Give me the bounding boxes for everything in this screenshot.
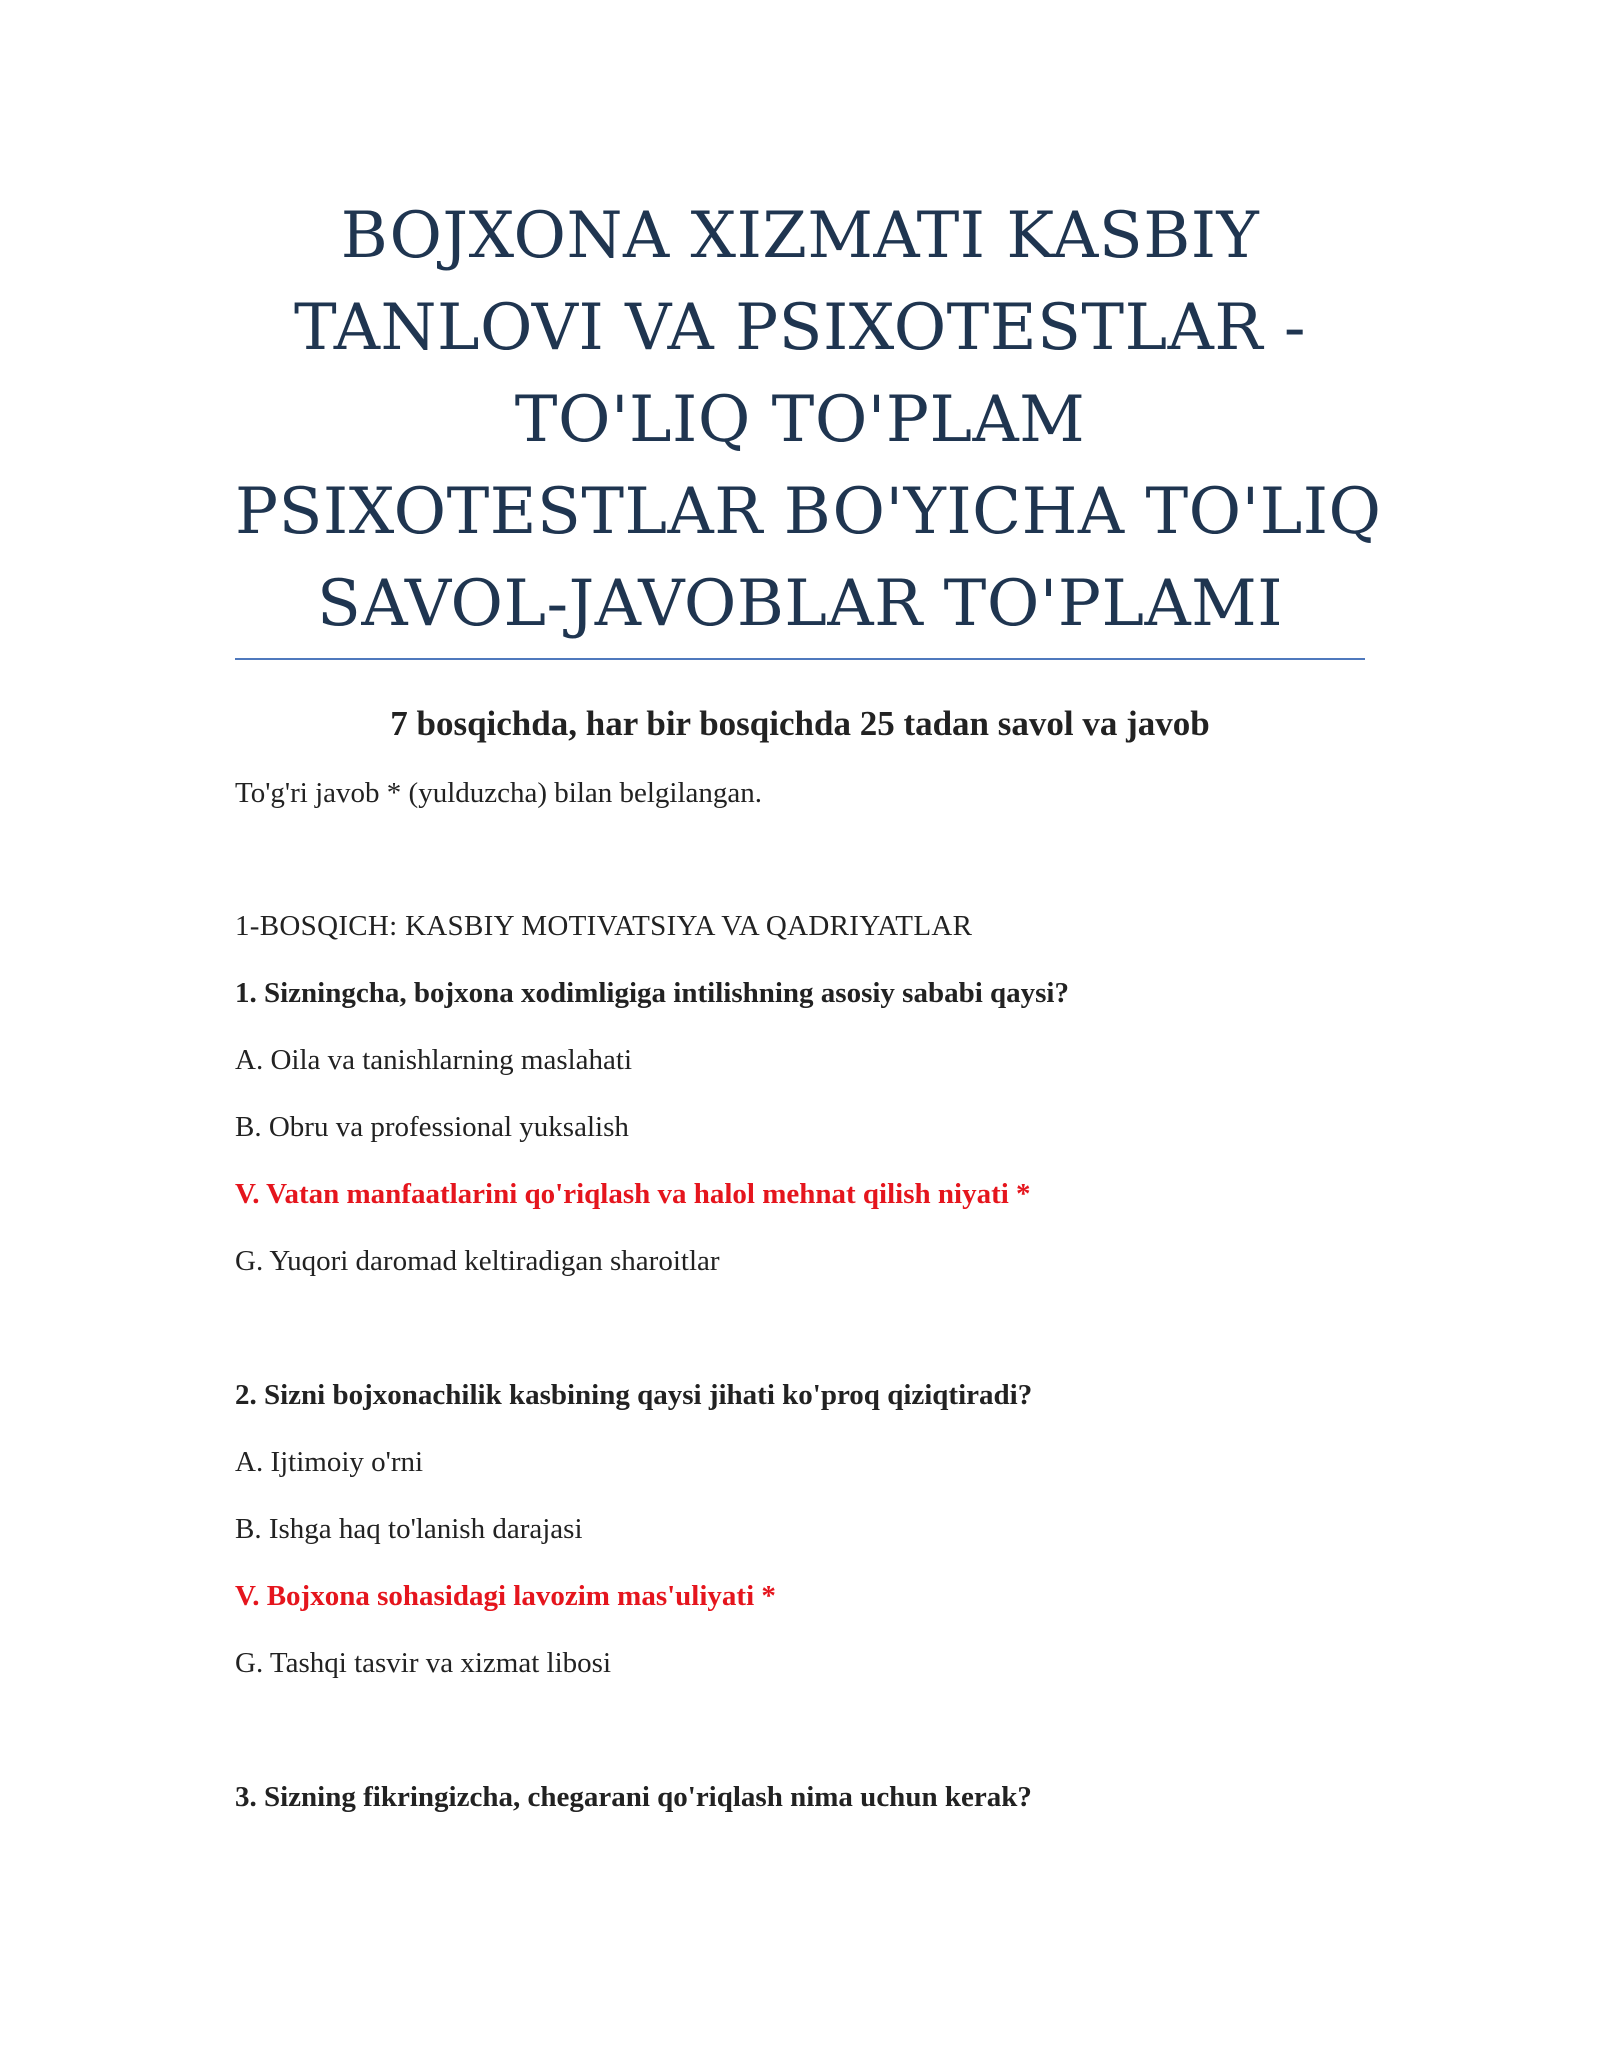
title-line: PSIXOTESTLAR BO'YICHA TO'LIQ: [235, 475, 1382, 549]
question-1: 1. Sizningcha, bojxona xodimligiga intilishning asosiy sababi qaysi?: [235, 977, 1069, 1009]
title-line: TO'LIQ TO'PLAM: [514, 383, 1086, 457]
q2-option-g: G. Tashqi tasvir va xizmat libosi: [235, 1647, 611, 1679]
q2-option-a: A. Ijtimoiy o'rni: [235, 1446, 424, 1478]
q1-option-v-correct: V. Vatan manfaatlarini qo'riqlash va halol mehnat qilish niyati *: [235, 1178, 1031, 1210]
q1-option-g: G. Yuqori daromad keltiradigan sharoitlar: [235, 1245, 720, 1277]
question-2: 2. Sizni bojxonachilik kasbining qaysi jihati ko'proq qiziqtiradi?: [235, 1379, 1033, 1411]
q1-option-a: A. Oila va tanishlarning maslahati: [235, 1044, 633, 1076]
document-title: [235, 190, 1382, 650]
answer-key-note: To'g'ri javob * (yulduzcha) bilan belgilangan.: [235, 777, 763, 809]
title-line: SAVOL-JAVOBLAR TO'PLAMI: [317, 567, 1283, 641]
title-line: BOJXONA XIZMATI KASBIY: [340, 199, 1260, 273]
document-subtitle: 7 bosqichda, har bir bosqichda 25 tadan savol va javob: [390, 704, 1210, 743]
question-3: 3. Sizning fikringizcha, chegarani qo'riqlash nima uchun kerak?: [235, 1781, 1032, 1813]
q2-option-v-correct: V. Bojxona sohasidagi lavozim mas'uliyati *: [235, 1580, 776, 1612]
title-line: TANLOVI VA PSIXOTESTLAR -: [294, 291, 1306, 365]
q2-option-b: B. Ishga haq to'lanish darajasi: [235, 1513, 583, 1545]
section-heading: 1-BOSQICH: KASBIY MOTIVATSIYA VA QADRIYATLAR: [235, 910, 973, 942]
q1-option-b: B. Obru va professional yuksalish: [235, 1111, 629, 1143]
title-divider: [235, 658, 1365, 660]
